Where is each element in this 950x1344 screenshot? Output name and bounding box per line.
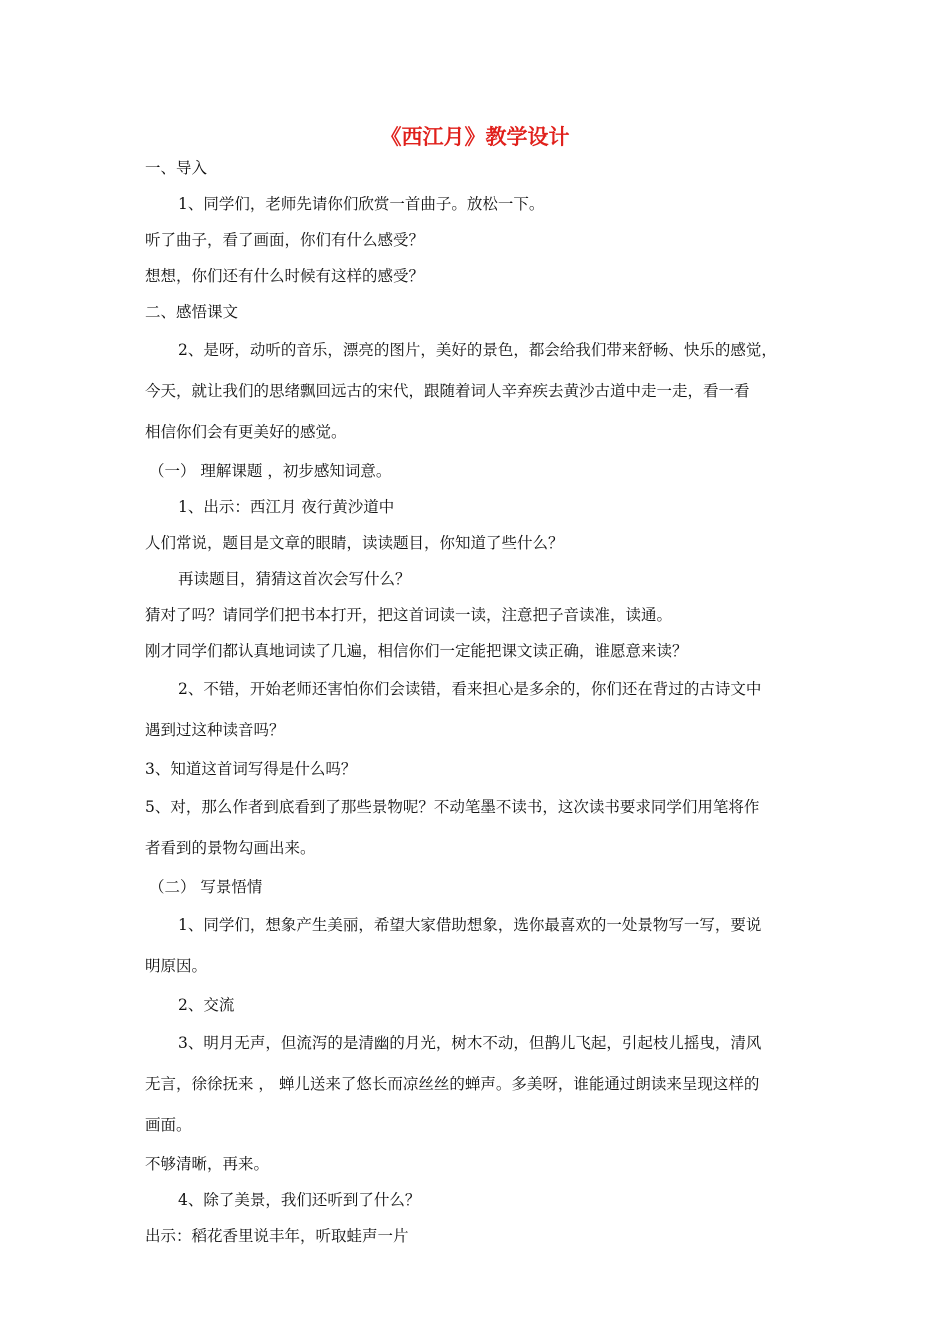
paragraph: 者看到的景物勾画出来。	[145, 839, 316, 857]
paragraph: 再读题目，猜猜这首次会写什么？	[178, 570, 411, 588]
paragraph: 1、出示：西江月 夜行黄沙道中	[178, 498, 395, 516]
paragraph: 不够清晰，再来。	[145, 1155, 270, 1173]
paragraph: 4、除了美景，我们还听到了什么？	[178, 1191, 421, 1209]
paragraph: 2、不错，开始老师还害怕你们会读错，看来担心是多余的，你们还在背过的古诗文中	[178, 680, 762, 698]
paragraph: 明原因。	[145, 957, 208, 975]
document-title: 《西江月》教学设计	[380, 124, 570, 149]
paragraph: 出示：稻花香里说丰年，听取蛙声一片	[145, 1227, 409, 1245]
section-heading-understanding: 二、感悟课文	[145, 303, 239, 321]
paragraph: 猜对了吗？请同学们把书本打开，把这首词读一读，注意把子音读准，读通。	[145, 606, 673, 624]
paragraph: 相信你们会有更美好的感觉。	[145, 423, 347, 441]
subsection-heading-scenery: （二） 写景悟情	[149, 878, 263, 896]
paragraph: 画面。	[145, 1116, 192, 1134]
paragraph: 5、对，那么作者到底看到了那些景物呢？不动笔墨不读书，这次读书要求同学们用笔将作	[145, 798, 760, 816]
paragraph: 2、交流	[178, 996, 235, 1014]
paragraph: 无言，徐徐抚来 ， 蝉儿送来了悠长而凉丝丝的蝉声。多美呀，谁能通过朗读来呈现这样的	[145, 1075, 760, 1093]
paragraph: 3、明月无声，但流泻的是清幽的月光，树木不动，但鹊儿飞起，引起枝儿摇曳，清风	[178, 1034, 762, 1052]
subsection-heading-title: （一） 理解课题 ，初步感知词意。	[149, 462, 392, 480]
paragraph: 今天，就让我们的思绪飘回远古的宋代，跟随着词人辛弃疾去黄沙古道中走一走，看一看	[145, 382, 750, 400]
paragraph: 想想，你们还有什么时候有这样的感受？	[145, 267, 425, 285]
document-body	[145, 150, 815, 1254]
paragraph: 刚才同学们都认真地词读了几遍，相信你们一定能把课文读正确，谁愿意来读？	[145, 642, 688, 660]
section-heading-intro: 一、导入	[145, 159, 208, 177]
paragraph: 1、同学们，老师先请你们欣赏一首曲子。放松一下。	[178, 195, 545, 213]
paragraph: 人们常说，题目是文章的眼睛，读读题目，你知道了些什么？	[145, 534, 564, 552]
paragraph: 遇到过这种读音吗？	[145, 721, 285, 739]
paragraph: 1、同学们，想象产生美丽，希望大家借助想象，选你最喜欢的一处景物写一写，要说	[178, 916, 762, 934]
paragraph: 3、知道这首词写得是什么吗？	[145, 760, 357, 778]
paragraph: 听了曲子，看了画面，你们有什么感受？	[145, 231, 425, 249]
paragraph: 2、是呀，动听的音乐，漂亮的图片，美好的景色，都会给我们带来舒畅、快乐的感觉，	[178, 341, 777, 359]
